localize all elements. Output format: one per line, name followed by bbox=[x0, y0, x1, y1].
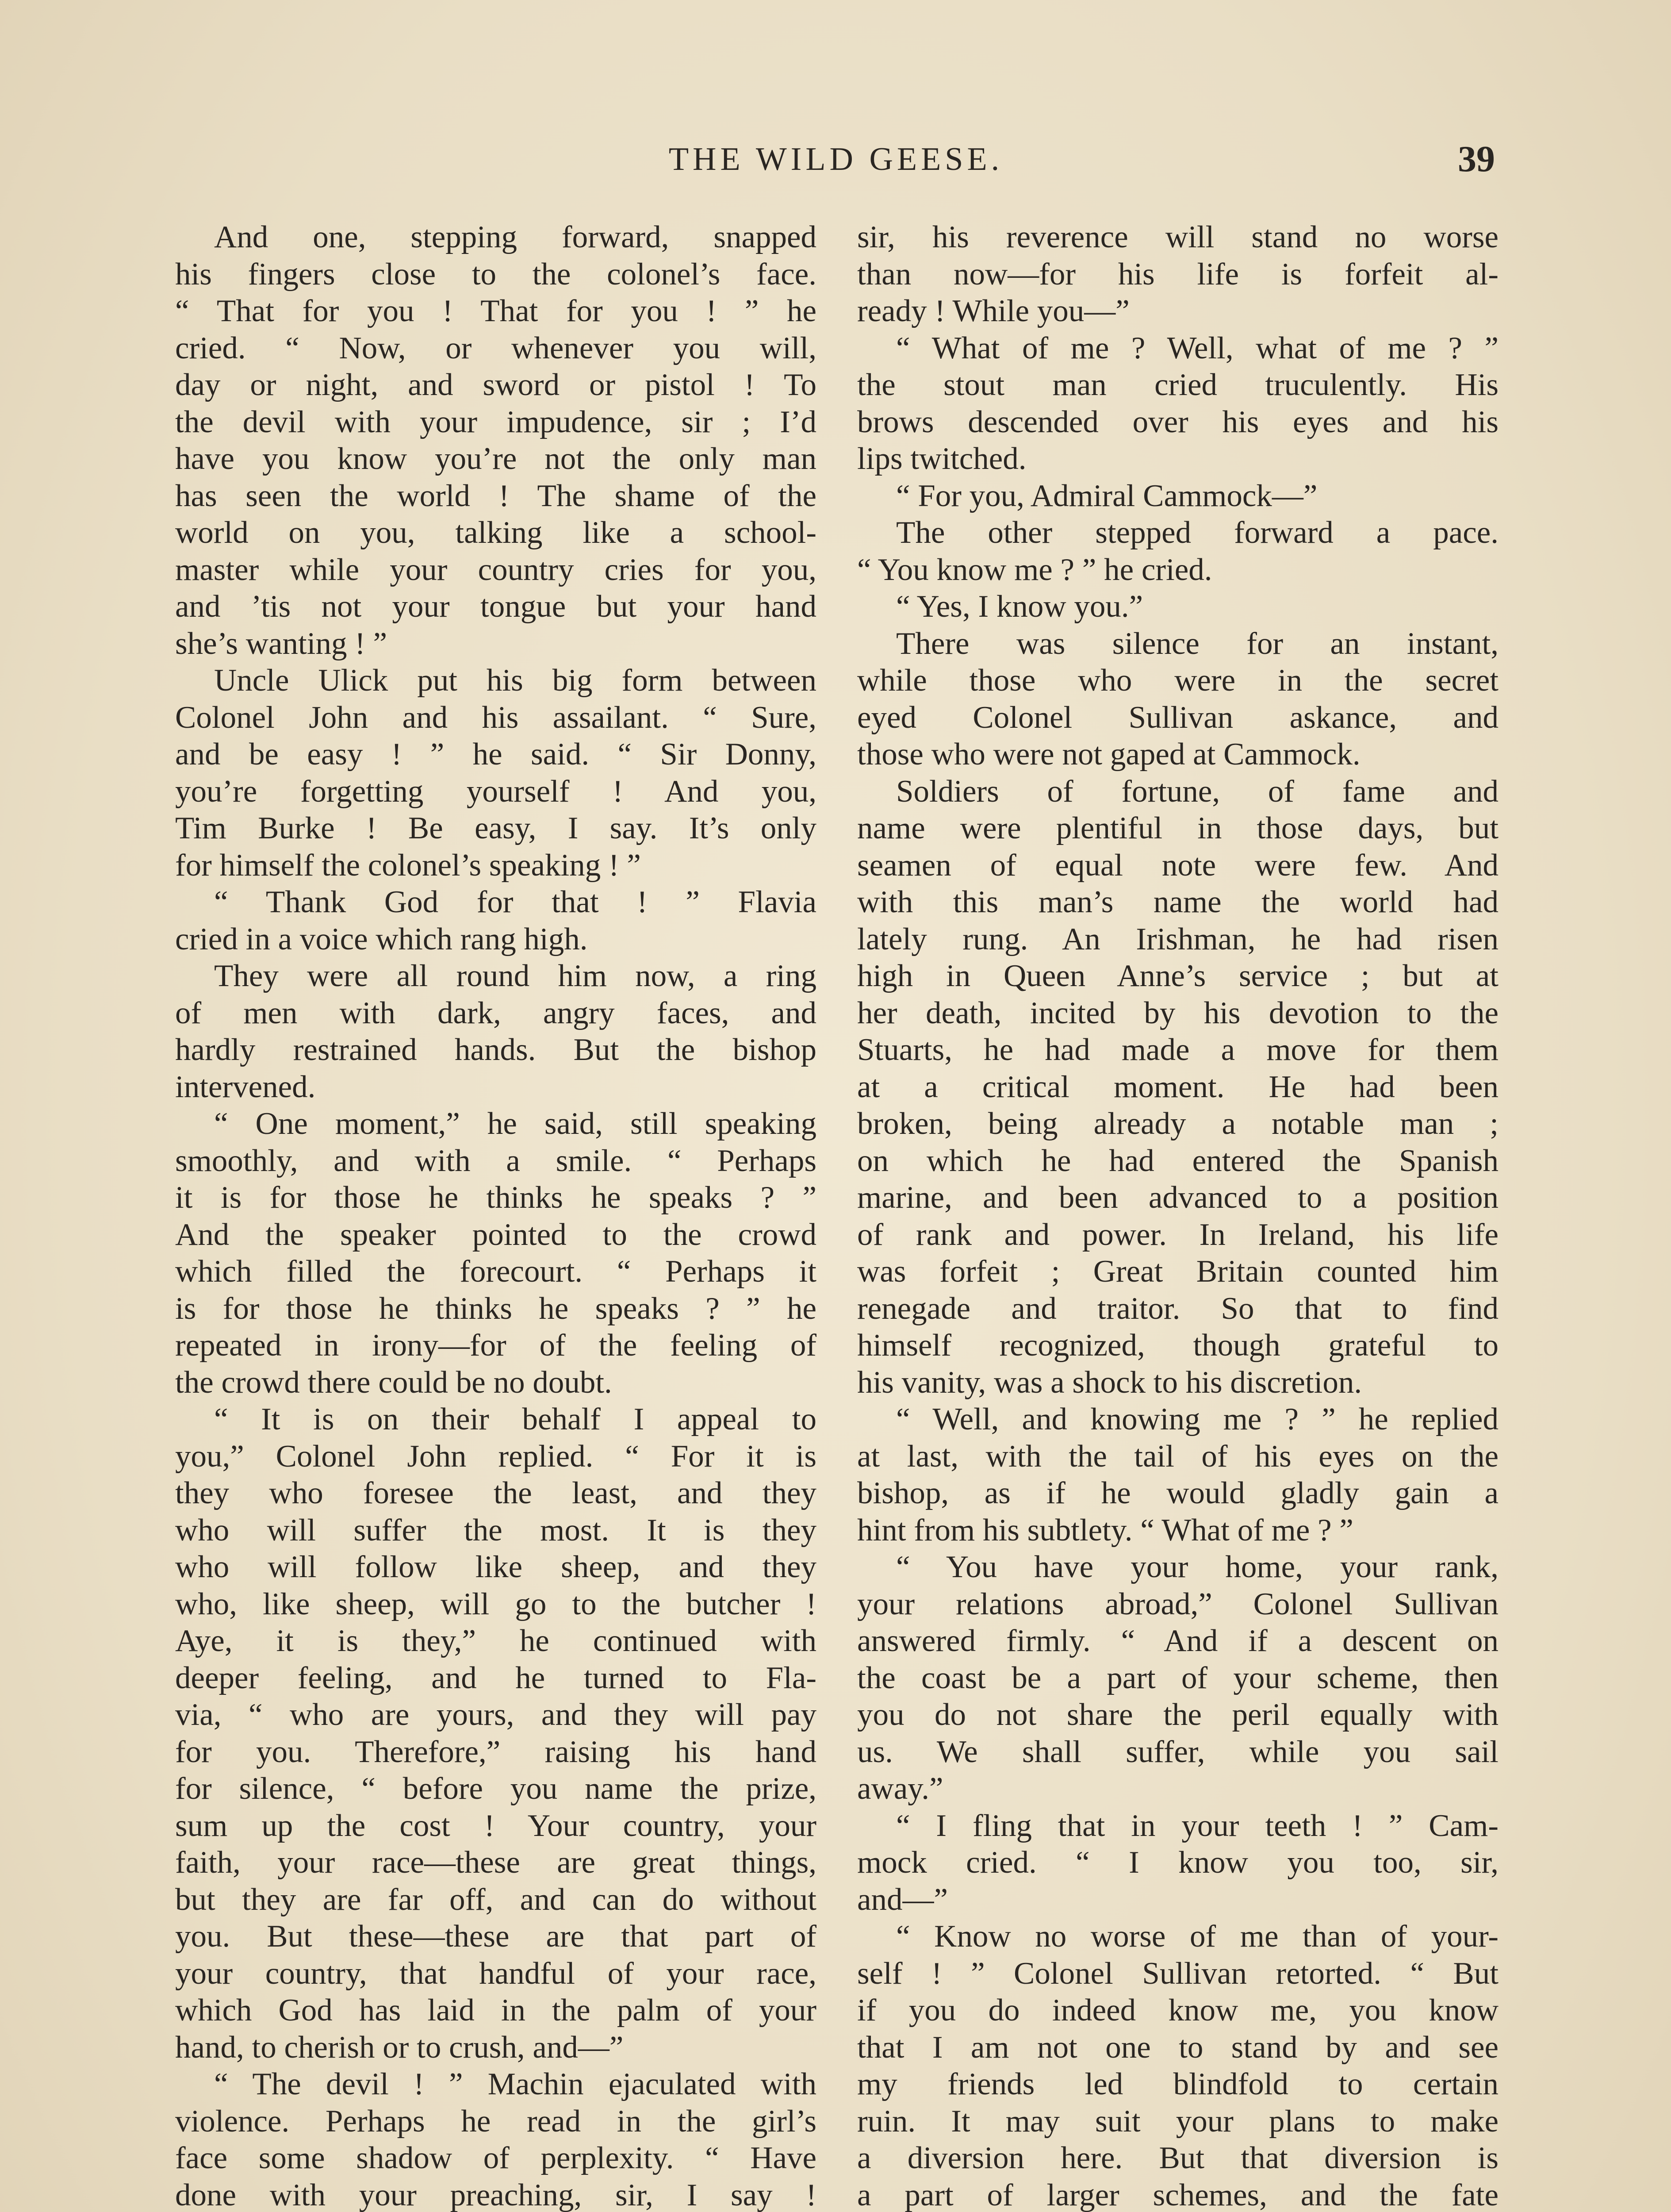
text-line: the coast be a part of your scheme, then bbox=[857, 1660, 1499, 1695]
text-line: sir, his reverence will stand no worse bbox=[857, 220, 1499, 254]
text-line: on which he had entered the Spanish bbox=[857, 1143, 1499, 1178]
text-line: deeper feeling, and he turned to Fla- bbox=[175, 1660, 816, 1695]
text-line: repeated in irony—for of the feeling of bbox=[175, 1328, 816, 1363]
text-line: your relations abroad,” Colonel Sullivan bbox=[857, 1586, 1499, 1621]
text-line: a diversion here. But that diversion is bbox=[857, 2141, 1499, 2175]
text-line: “ Thank God for that ! ” Flavia bbox=[214, 885, 816, 919]
text-line: eyed Colonel Sullivan askance, and bbox=[857, 700, 1499, 735]
text-line: “ You have your home, your rank, bbox=[896, 1550, 1499, 1584]
text-line: “ You know me ? ” he cried. bbox=[857, 552, 1212, 587]
text-line: but they are far off, and can do without bbox=[175, 1882, 816, 1917]
text-line: which filled the forecourt. “ Perhaps it bbox=[175, 1254, 816, 1289]
text-line: “ The devil ! ” Machin ejaculated with bbox=[214, 2067, 816, 2101]
text-line: broken, being already a notable man ; bbox=[857, 1106, 1499, 1141]
text-line: who will suffer the most. It is they bbox=[175, 1513, 816, 1548]
text-line: world on you, talking like a school- bbox=[175, 515, 816, 550]
text-line: “ For you, Admiral Cammock—” bbox=[896, 478, 1318, 513]
text-line: of rank and power. In Ireland, his life bbox=[857, 1217, 1499, 1252]
text-line: There was silence for an instant, bbox=[896, 626, 1499, 661]
text-line: ruin. It may suit your plans to make bbox=[857, 2104, 1499, 2139]
text-line: you,” Colonel John replied. “ For it is bbox=[175, 1439, 816, 1474]
running-title: THE WILD GEESE. bbox=[668, 141, 1004, 177]
text-line: “ Know no worse of me than of your- bbox=[896, 1919, 1499, 1954]
text-line: master while your country cries for you, bbox=[175, 552, 816, 587]
text-line: Tim Burke ! Be easy, I say. It’s only bbox=[175, 811, 816, 845]
text-line: cried. “ Now, or whenever you will, bbox=[175, 330, 816, 365]
text-line: who, like sheep, will go to the butcher ! bbox=[175, 1586, 816, 1621]
text-line: via, “ who are yours, and they will pay bbox=[175, 1697, 816, 1732]
text-line: And the speaker pointed to the crowd bbox=[175, 1217, 816, 1252]
text-line: for himself the colonel’s speaking ! ” bbox=[175, 848, 641, 883]
text-line: renegade and traitor. So that to find bbox=[857, 1291, 1499, 1326]
text-line: done with your preaching, sir, I say ! bbox=[175, 2177, 816, 2212]
text-line: “ Well, and knowing me ? ” he replied bbox=[896, 1402, 1499, 1436]
text-line: my friends led blindfold to certain bbox=[857, 2067, 1499, 2101]
text-line: “ What of me ? Well, what of me ? ” bbox=[896, 330, 1499, 365]
text-line: intervened. bbox=[175, 1069, 316, 1104]
text-line: for silence, “ before you name the prize, bbox=[175, 1771, 816, 1806]
text-line: hardly restrained hands. But the bishop bbox=[175, 1033, 816, 1067]
text-line: Uncle Ulick put his big form between bbox=[214, 663, 816, 698]
text-line: away.” bbox=[857, 1771, 943, 1806]
text-line: and—” bbox=[857, 1882, 948, 1917]
text-line: is for those he thinks he speaks ? ” he bbox=[175, 1291, 816, 1326]
text-line: his fingers close to the colonel’s face. bbox=[175, 257, 816, 292]
text-line: cried in a voice which rang high. bbox=[175, 922, 588, 956]
text-line: answered firmly. “ And if a descent on bbox=[857, 1624, 1499, 1658]
text-line: seamen of equal note were few. And bbox=[857, 848, 1499, 883]
text-line: was forfeit ; Great Britain counted him bbox=[857, 1254, 1499, 1289]
text-line: which God has laid in the palm of your bbox=[175, 1993, 816, 2028]
text-line: at last, with the tail of his eyes on the bbox=[857, 1439, 1499, 1474]
text-line: name were plentiful in those days, but bbox=[857, 811, 1499, 845]
text-line: “ That for you ! That for you ! ” he bbox=[175, 294, 816, 328]
text-line: Colonel John and his assailant. “ Sure, bbox=[175, 700, 816, 735]
text-line: hint from his subtlety. “ What of me ? ” bbox=[857, 1513, 1353, 1548]
text-line: And one, stepping forward, snapped bbox=[214, 220, 816, 254]
text-line: Aye, it is they,” he continued with bbox=[175, 1624, 816, 1658]
text-line: the stout man cried truculently. His bbox=[857, 368, 1499, 402]
text-line: if you do indeed know me, you know bbox=[857, 1993, 1499, 2028]
text-line: you. But these—these are that part of bbox=[175, 1919, 816, 1954]
text-line: who will follow like sheep, and they bbox=[175, 1550, 816, 1584]
text-line: marine, and been advanced to a position bbox=[857, 1180, 1499, 1215]
text-line: “ I fling that in your teeth ! ” Cam- bbox=[896, 1808, 1499, 1843]
text-line: ready ! While you—” bbox=[857, 294, 1130, 328]
text-line: face some shadow of perplexity. “ Have bbox=[175, 2141, 816, 2175]
text-line: has seen the world ! The shame of the bbox=[175, 478, 816, 513]
text-line: They were all round him now, a ring bbox=[214, 959, 816, 993]
text-line: that I am not one to stand by and see bbox=[857, 2030, 1499, 2065]
text-line: lips twitched. bbox=[857, 442, 1027, 476]
text-line: himself recognized, though grateful to bbox=[857, 1328, 1499, 1363]
text-line: Soldiers of fortune, of fame and bbox=[896, 774, 1499, 809]
text-line: a part of larger schemes, and the fate bbox=[857, 2177, 1499, 2212]
running-header bbox=[177, 133, 1495, 186]
text-line: smoothly, and with a smile. “ Perhaps bbox=[175, 1143, 816, 1178]
text-line: “ One moment,” he said, still speaking bbox=[214, 1106, 816, 1141]
text-line: “ Yes, I know you.” bbox=[896, 589, 1143, 624]
text-line: the devil with your impudence, sir ; I’d bbox=[175, 404, 816, 439]
text-line: self ! ” Colonel Sullivan retorted. “ But bbox=[857, 1956, 1499, 1991]
text-line: and ’tis not your tongue but your hand bbox=[175, 589, 816, 624]
text-line: his vanity, was a shock to his discretion. bbox=[857, 1365, 1362, 1400]
text-line: with this man’s name the world had bbox=[857, 885, 1499, 919]
text-line: her death, incited by his devotion to the bbox=[857, 995, 1499, 1030]
text-line: of men with dark, angry faces, and bbox=[175, 995, 816, 1030]
text-line: brows descended over his eyes and his bbox=[857, 404, 1499, 439]
text-line: day or night, and sword or pistol ! To bbox=[175, 368, 816, 402]
text-line: Stuarts, he had made a move for them bbox=[857, 1033, 1499, 1067]
text-line: you do not share the peril equally with bbox=[857, 1697, 1499, 1732]
text-line: your country, that handful of your race, bbox=[175, 1956, 816, 1991]
text-line: faith, your race—these are great things, bbox=[175, 1845, 816, 1880]
text-line: lately rung. An Irishman, he had risen bbox=[857, 922, 1499, 956]
text-line: while those who were in the secret bbox=[857, 663, 1499, 698]
text-line: those who were not gaped at Cammock. bbox=[857, 737, 1361, 772]
text-line: high in Queen Anne’s service ; but at bbox=[857, 959, 1499, 993]
text-line: for you. Therefore,” raising his hand bbox=[175, 1734, 816, 1769]
text-line: than now—for his life is forfeit al- bbox=[857, 257, 1499, 292]
text-line: it is for those he thinks he speaks ? ” bbox=[175, 1180, 816, 1215]
text-line: “ It is on their behalf I appeal to bbox=[214, 1402, 816, 1436]
text-line: they who foresee the least, and they bbox=[175, 1476, 816, 1510]
right-text-column bbox=[857, 219, 1499, 2212]
left-text-column bbox=[175, 219, 816, 2212]
text-line: she’s wanting ! ” bbox=[175, 626, 387, 661]
text-line: at a critical moment. He had been bbox=[857, 1069, 1499, 1104]
text-line: us. We shall suffer, while you sail bbox=[857, 1734, 1499, 1769]
page-number: 39 bbox=[1458, 138, 1495, 180]
text-line: violence. Perhaps he read in the girl’s bbox=[175, 2104, 816, 2139]
text-line: and be easy ! ” he said. “ Sir Donny, bbox=[175, 737, 816, 772]
text-line: you’re forgetting yourself ! And you, bbox=[175, 774, 816, 809]
text-line: the crowd there could be no doubt. bbox=[175, 1365, 612, 1400]
text-line: bishop, as if he would gladly gain a bbox=[857, 1476, 1499, 1510]
text-line: sum up the cost ! Your country, your bbox=[175, 1808, 816, 1843]
text-line: have you know you’re not the only man bbox=[175, 442, 816, 476]
text-line: mock cried. “ I know you too, sir, bbox=[857, 1845, 1499, 1880]
text-line: hand, to cherish or to crush, and—” bbox=[175, 2030, 624, 2065]
text-line: The other stepped forward a pace. bbox=[896, 515, 1499, 550]
